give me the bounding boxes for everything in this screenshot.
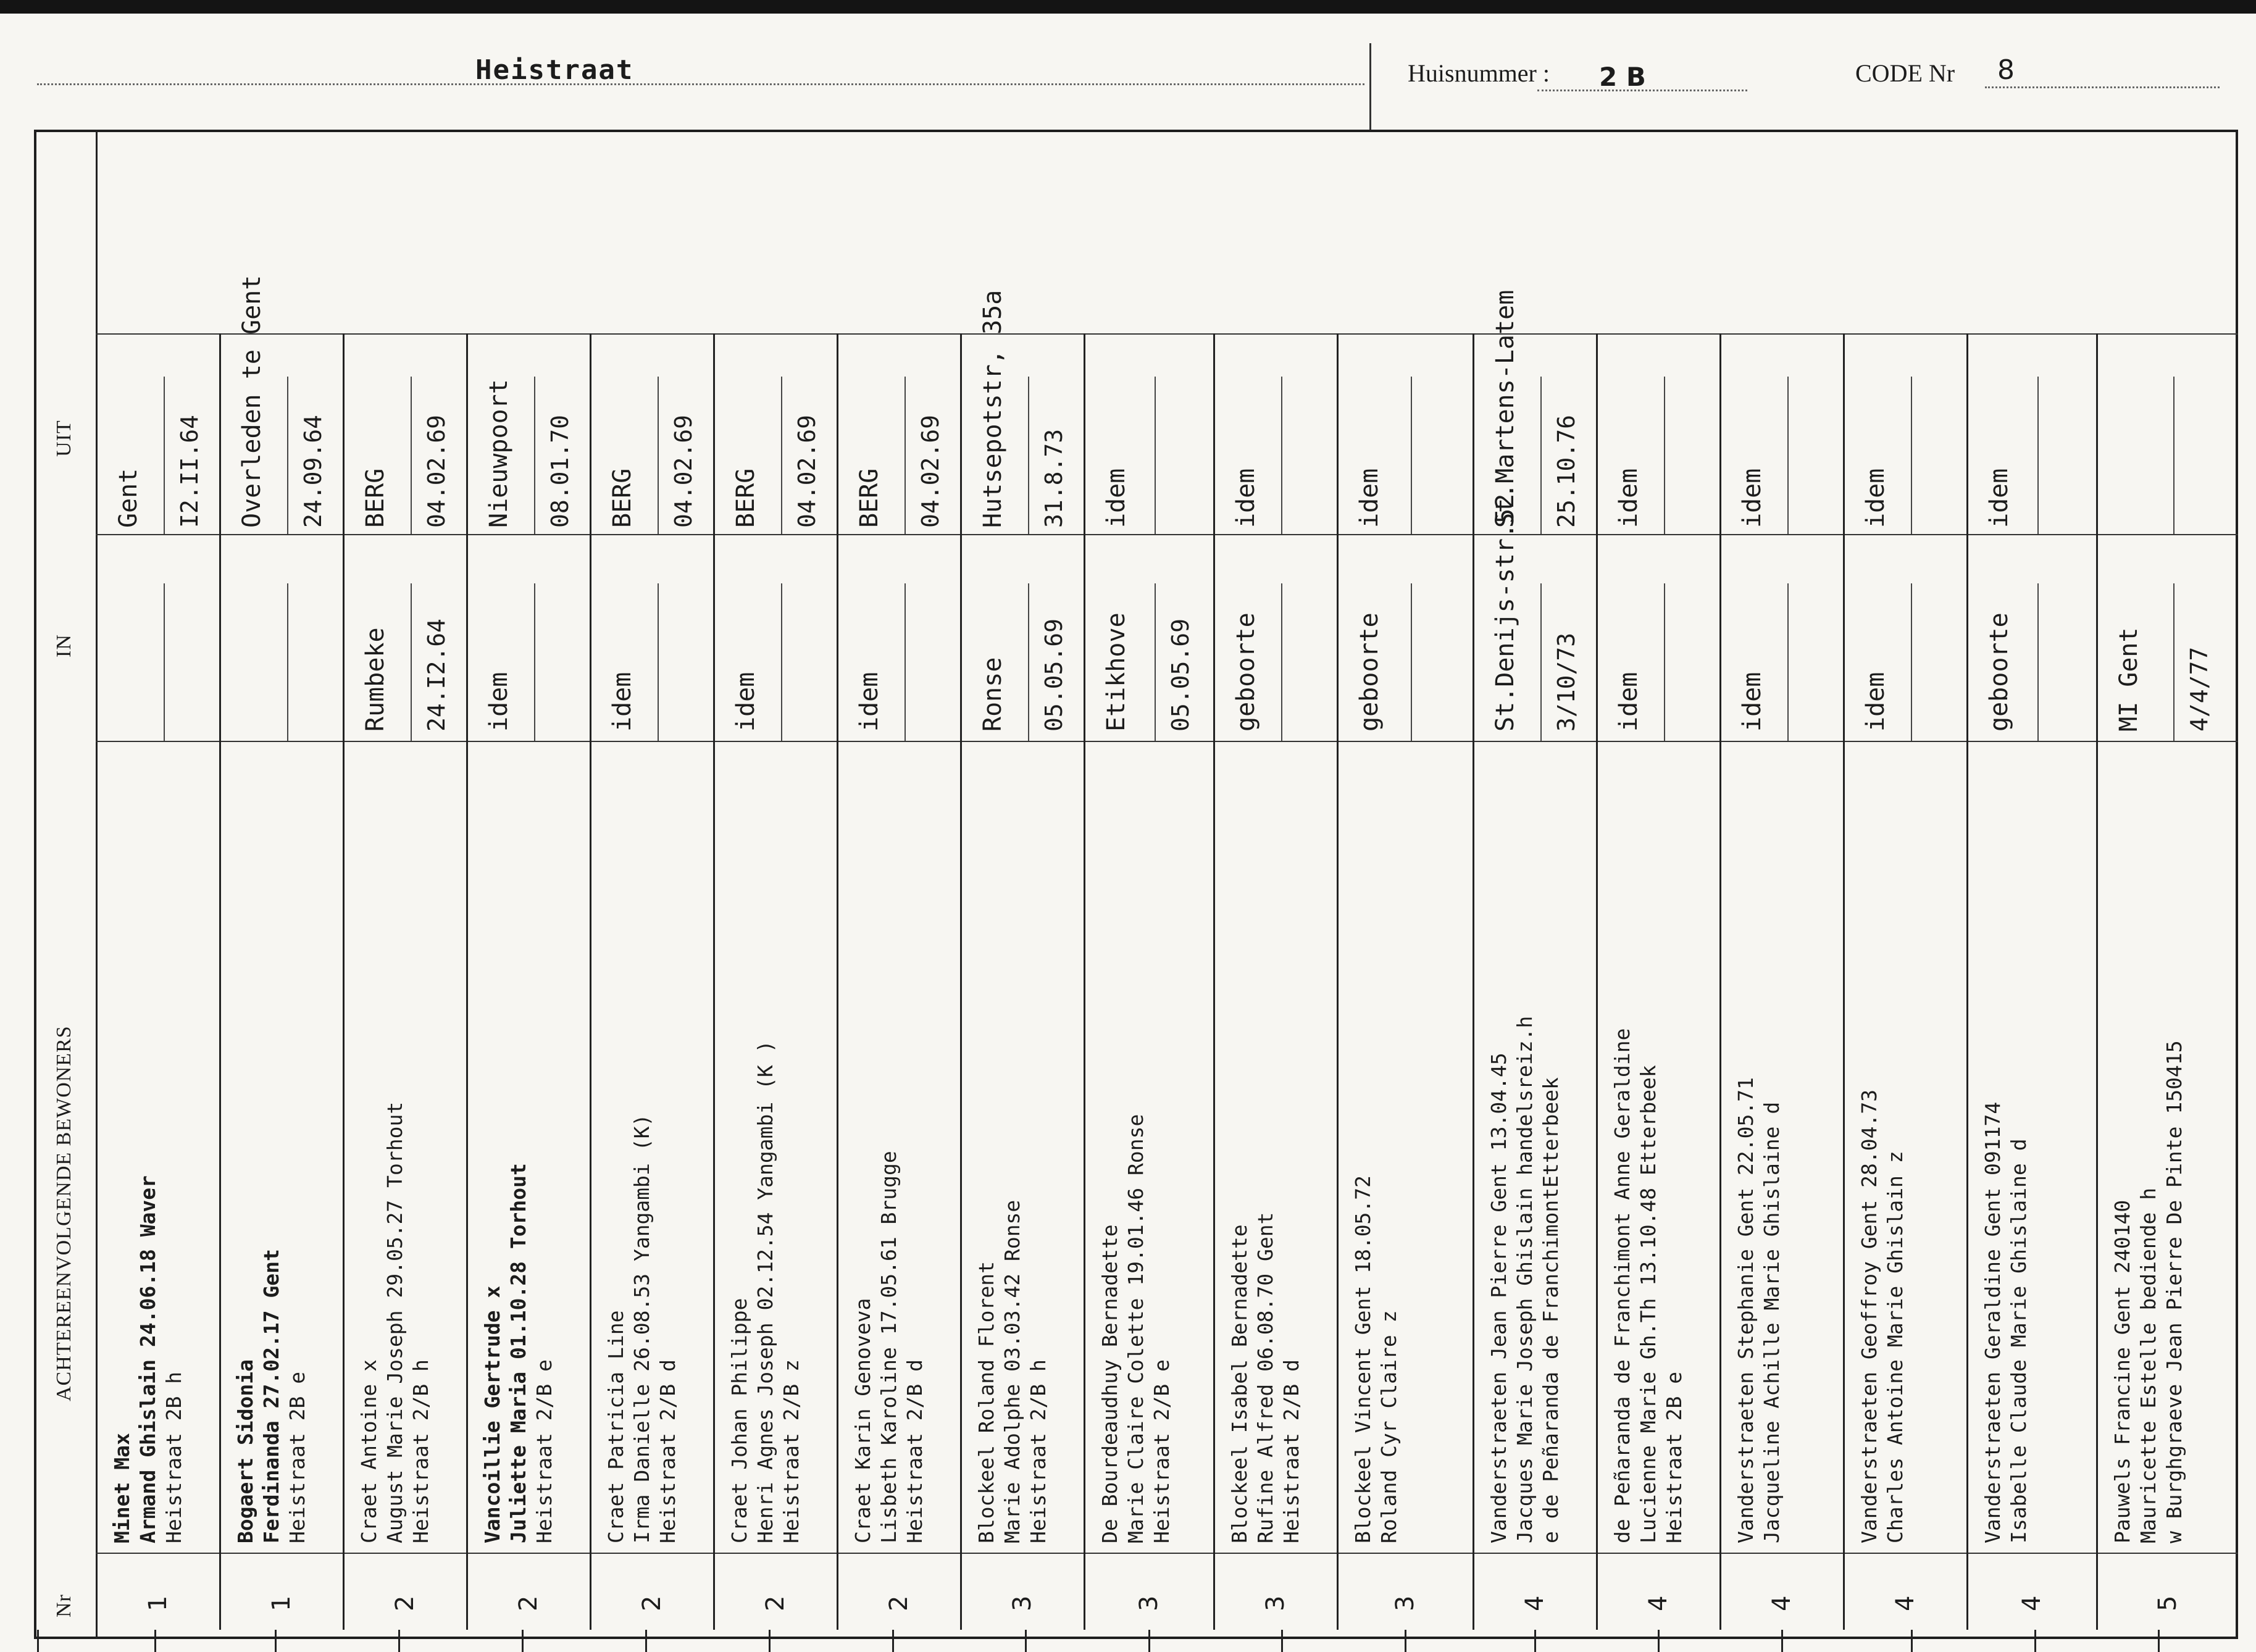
resident-line: Heistraat 2B e [1662, 1371, 1686, 1543]
row-number: 4 [2018, 1595, 2046, 1611]
in-place: idem [855, 672, 884, 732]
house-dotline [1537, 90, 1747, 91]
uit-cell-divider [1540, 377, 1542, 534]
resident-line: de Peñaranda de Franchimont Anne Geraldine [1610, 1028, 1634, 1543]
resident-line: Heistraat 2/B e [1150, 1359, 1174, 1543]
bottom-tick [1025, 1630, 1027, 1652]
resident-entry [109, 1175, 187, 1543]
uit-date: 08.01.70 [546, 414, 574, 528]
row-number: 3 [1391, 1595, 1419, 1611]
in-place: Rumbeke [361, 627, 390, 732]
bottom-tick [892, 1630, 894, 1652]
row-number: 2 [638, 1595, 666, 1611]
uit-place: Hutsepotstr, 35a [979, 290, 1007, 528]
top-edge-band [0, 0, 2256, 14]
uit-place: idem [1738, 468, 1766, 528]
band-divider-header [96, 333, 2238, 335]
in-cell-divider [904, 583, 906, 741]
in-place: geboorte [1355, 612, 1384, 732]
row-number: 1 [144, 1595, 172, 1611]
resident-line: De Bourdeaudhuy Bernadette [1098, 1224, 1122, 1543]
uit-cell-divider [1028, 377, 1029, 534]
uit-place: idem [1232, 468, 1260, 528]
in-cell-divider [1911, 583, 1912, 741]
row-divider [1473, 333, 1474, 1630]
resident-line: Heistraat 2B e [285, 1371, 309, 1543]
in-date: 24.I2.64 [423, 618, 450, 732]
resident-line: Isabelle Claude Marie Ghislaine d [2007, 1138, 2031, 1543]
uit-place: Nieuwpoort [485, 379, 513, 528]
in-date: 4/4/77 [2186, 646, 2213, 732]
code-number: 8 [1997, 54, 2015, 86]
resident-line: August Marie Joseph 29.05.27 Torhout [383, 1101, 407, 1543]
in-place: geboorte [1985, 612, 2013, 732]
code-dotline [1985, 86, 2220, 88]
row-divider [2096, 333, 2098, 1630]
in-cell-divider [1411, 583, 1412, 741]
code-label: CODE Nr [1855, 59, 1955, 87]
resident-line: Roland Cyr Claire z [1377, 1310, 1401, 1543]
uit-date: 25.10.76 [1553, 414, 1580, 528]
resident-line: Vancoillie Gertrude x [480, 1285, 504, 1543]
in-cell-divider [658, 583, 659, 741]
row-divider [1213, 333, 1215, 1630]
resident-entry [233, 1249, 311, 1543]
uit-place: BERG [855, 468, 884, 528]
uit-place: idem [1355, 468, 1384, 528]
resident-entry [603, 1114, 681, 1543]
in-place: geboorte [1232, 612, 1260, 732]
bottom-tick [1781, 1630, 1783, 1652]
resident-entry [480, 1163, 558, 1543]
row-number: 2 [885, 1595, 913, 1611]
uit-cell-divider [411, 377, 412, 534]
resident-entry [1227, 1212, 1305, 1543]
col-divider-top [96, 130, 98, 1639]
row-number: 2 [391, 1595, 419, 1611]
resident-line: Minet Max [110, 1433, 134, 1543]
in-place: MI Gent [2115, 627, 2143, 732]
in-place: idem [485, 672, 513, 732]
resident-line: Blockeel Isabel Bernadette [1227, 1224, 1251, 1543]
resident-line: Vanderstraeten Stephanie Gent 22.05.71 [1734, 1077, 1758, 1543]
resident-entry [356, 1102, 434, 1543]
in-place: Ronse [979, 657, 1007, 732]
in-place: Etikhove [1102, 612, 1130, 732]
band-divider-uit-in [96, 534, 2238, 535]
resident-line: Heistraat 2/B d [903, 1359, 927, 1543]
resident-line: Heistraat 2/B h [1026, 1359, 1050, 1543]
resident-line: Pauwels Francine Gent 240140 [2110, 1199, 2134, 1543]
in-place: St.Denijs-str.52 [1491, 493, 1519, 732]
bottom-tick [1405, 1630, 1406, 1652]
in-cell-divider [287, 583, 288, 741]
resident-line: Heistraat 2/B d [656, 1359, 680, 1543]
row-number: 4 [1521, 1595, 1549, 1611]
in-place: idem [732, 672, 760, 732]
in-cell-divider [781, 583, 782, 741]
in-cell-divider [1155, 583, 1156, 741]
row-divider [960, 333, 962, 1630]
resident-entry [2110, 1040, 2187, 1543]
row-number: 4 [1891, 1595, 1920, 1611]
uit-place: St.Martens-Latem [1491, 290, 1519, 528]
row-number: 3 [1261, 1595, 1290, 1611]
uit-place: Gent [114, 468, 143, 528]
bottom-tick [37, 1630, 39, 1652]
resident-line: Lisbeth Karoline 17.05.61 Brugge [877, 1151, 901, 1543]
uit-cell-divider [1411, 377, 1412, 534]
in-place: idem [608, 672, 637, 732]
resident-line: Bogaert Sidonia [233, 1359, 257, 1543]
row-number: 4 [1768, 1595, 1796, 1611]
uit-cell-divider [1911, 377, 1912, 534]
uit-cell-divider [2173, 377, 2175, 534]
resident-line: Marie Claire Colette 19.01.46 Ronse [1124, 1114, 1148, 1543]
house-number-value: 2 B [1599, 62, 1646, 92]
header-divider [1369, 43, 1371, 130]
resident-line: Heistraat 2B h [162, 1371, 186, 1543]
resident-line: Vanderstraeten Geraldine Gent 091174 [1981, 1101, 2005, 1543]
in-place: idem [1861, 672, 1890, 732]
resident-line: Rufine Alfred 06.08.70 Gent [1253, 1212, 1277, 1543]
col-header-in: IN [52, 634, 75, 657]
in-date: 05.05.69 [1040, 618, 1067, 732]
uit-cell-divider [1155, 377, 1156, 534]
col-header-nr: Nr [52, 1594, 75, 1617]
resident-line: Juliette Maria 01.10.28 Torhout [506, 1163, 530, 1543]
uit-date: 04.02.69 [670, 414, 697, 528]
row-number: 3 [1008, 1595, 1037, 1611]
row-number: 3 [1135, 1595, 1163, 1611]
row-number: 1 [267, 1595, 296, 1611]
resident-line: e de Peñaranda de FranchimontEtterbeek [1539, 1077, 1563, 1543]
row-divider [1084, 333, 1085, 1630]
resident-line: Heistraat 2/B e [532, 1359, 556, 1543]
row-divider [1596, 333, 1598, 1630]
uit-date: 04.02.69 [917, 414, 944, 528]
uit-place: Overleden te Gent [238, 275, 266, 528]
bottom-tick [2034, 1630, 2036, 1652]
uit-place: BERG [361, 468, 390, 528]
bottom-tick [154, 1630, 156, 1652]
resident-line: Blockeel Roland Florent [974, 1261, 998, 1543]
uit-date: 04.02.69 [423, 414, 450, 528]
row-divider [466, 333, 468, 1630]
row-divider [219, 333, 221, 1630]
uit-cell-divider [658, 377, 659, 534]
resident-line: Craet Johan Philippe [727, 1298, 751, 1543]
in-date: 3/10/73 [1553, 632, 1580, 732]
uit-cell-divider [904, 377, 906, 534]
resident-line: Marie Adolphe 03.03.42 Ronse [1000, 1199, 1024, 1543]
row-divider [343, 333, 345, 1630]
in-cell-divider [1028, 583, 1029, 741]
bottom-tick [522, 1630, 524, 1652]
row-number: 4 [1644, 1595, 1673, 1611]
bottom-tick [2158, 1630, 2160, 1652]
uit-date: 04.02.69 [793, 414, 821, 528]
row-divider [1843, 333, 1845, 1630]
uit-place: idem [1102, 468, 1130, 528]
row-number: 5 [2154, 1595, 2182, 1611]
in-cell-divider [411, 583, 412, 741]
bottom-tick [1281, 1630, 1283, 1652]
resident-line: Mauricette Estelle bediende h [2136, 1187, 2160, 1543]
row-number: 2 [514, 1595, 543, 1611]
col-header-uit: UIT [52, 420, 75, 457]
resident-entry [974, 1200, 1051, 1543]
uit-place: idem [1985, 468, 2013, 528]
row-divider [1719, 333, 1721, 1630]
resident-line: Ferdinanda 27.02.17 Gent [259, 1249, 283, 1543]
in-date: 05.05.69 [1167, 618, 1194, 732]
band-divider-in-residents [96, 741, 2238, 742]
uit-cell-divider [781, 377, 782, 534]
resident-line: Charles Antoine Marie Ghislain z [1883, 1151, 1907, 1543]
bottom-tick [1658, 1630, 1660, 1652]
resident-line: Henri Agnes Joseph 02.12.54 Yangambi (K ) [753, 1040, 777, 1543]
resident-line: Craet Patricia Line [604, 1310, 628, 1543]
in-place: idem [1738, 672, 1766, 732]
in-cell-divider [1664, 583, 1665, 741]
resident-line: Jacques Marie Joseph Ghislain handelsreiz.h [1513, 1016, 1537, 1543]
resident-entry [1610, 1028, 1687, 1543]
bottom-tick [398, 1630, 400, 1652]
bottom-tick [1148, 1630, 1150, 1652]
resident-line: Armand Ghislain 24.06.18 Waver [136, 1175, 160, 1543]
resident-entry [1486, 1016, 1564, 1543]
in-cell-divider [164, 583, 165, 741]
uit-cell-divider [164, 377, 165, 534]
in-cell-divider [1540, 583, 1542, 741]
house-number-label: Huisnummer : [1408, 59, 1550, 87]
row-divider [837, 333, 838, 1630]
in-cell-divider [2173, 583, 2175, 741]
in-cell-divider [1787, 583, 1789, 741]
col-header-residents: ACHTEREENVOLGENDE BEWONERS [52, 1025, 75, 1401]
in-cell-divider [1281, 583, 1282, 741]
bottom-tick [645, 1630, 647, 1652]
resident-entry [1097, 1114, 1175, 1543]
resident-line: w Burghgraeve Jean Pierre De Pinte 150415 [2162, 1040, 2186, 1543]
row-number: 2 [761, 1595, 790, 1611]
bottom-tick [1911, 1630, 1913, 1652]
uit-place: BERG [608, 468, 637, 528]
uit-cell-divider [2037, 377, 2039, 534]
resident-line: Heistraat 2/B d [1279, 1359, 1303, 1543]
resident-line: Blockeel Vincent Gent 18.05.72 [1351, 1175, 1375, 1543]
resident-line: Jacqueline Achille Marie Ghislaine d [1760, 1101, 1784, 1543]
resident-line: Vanderstraeten Jean Pierre Gent 13.04.45 [1487, 1053, 1511, 1543]
uit-date: 31.8.73 [1040, 428, 1067, 528]
row-divider [1337, 333, 1339, 1630]
uit-place: idem [1615, 468, 1643, 528]
uit-cell-divider [534, 377, 535, 534]
resident-line: Irma Danielle 26.08.53 Yangambi (K) [630, 1114, 654, 1543]
uit-date: 24.09.64 [299, 414, 327, 528]
uit-cell-divider [1664, 377, 1665, 534]
in-cell-divider [534, 583, 535, 741]
band-divider-residents-nr [96, 1553, 2238, 1554]
uit-cell-divider [1787, 377, 1789, 534]
resident-line: Vanderstraeten Geoffroy Gent 28.04.73 [1857, 1089, 1881, 1543]
resident-entry [850, 1151, 928, 1543]
street-dotline [37, 83, 1364, 85]
uit-place: idem [1861, 468, 1890, 528]
resident-entry [727, 1040, 804, 1543]
uit-cell-divider [1281, 377, 1282, 534]
resident-entry [1350, 1175, 1402, 1543]
bottom-tick [769, 1630, 771, 1652]
row-divider [1966, 333, 1968, 1630]
street-name: Heistraat [475, 54, 634, 86]
row-divider [590, 333, 591, 1630]
resident-line: Lucienne Marie Gh.Th 13.10.48 Etterbeek [1636, 1065, 1660, 1543]
resident-entry [1857, 1090, 1908, 1543]
resident-entry [1733, 1077, 1785, 1543]
uit-date: I2.II.64 [176, 414, 203, 528]
in-cell-divider [2037, 583, 2039, 741]
resident-line: Heistraat 2/B z [779, 1359, 803, 1543]
uit-place: BERG [732, 468, 760, 528]
bottom-tick [275, 1630, 277, 1652]
in-place: idem [1615, 672, 1643, 732]
resident-line: Craet Antoine x [357, 1359, 381, 1543]
row-divider [713, 333, 715, 1630]
resident-line: Heistraat 2/B h [409, 1359, 433, 1543]
bottom-tick [1534, 1630, 1536, 1652]
resident-entry [1980, 1102, 2032, 1543]
resident-line: Craet Karin Genoveva [851, 1298, 875, 1543]
uit-cell-divider [287, 377, 288, 534]
